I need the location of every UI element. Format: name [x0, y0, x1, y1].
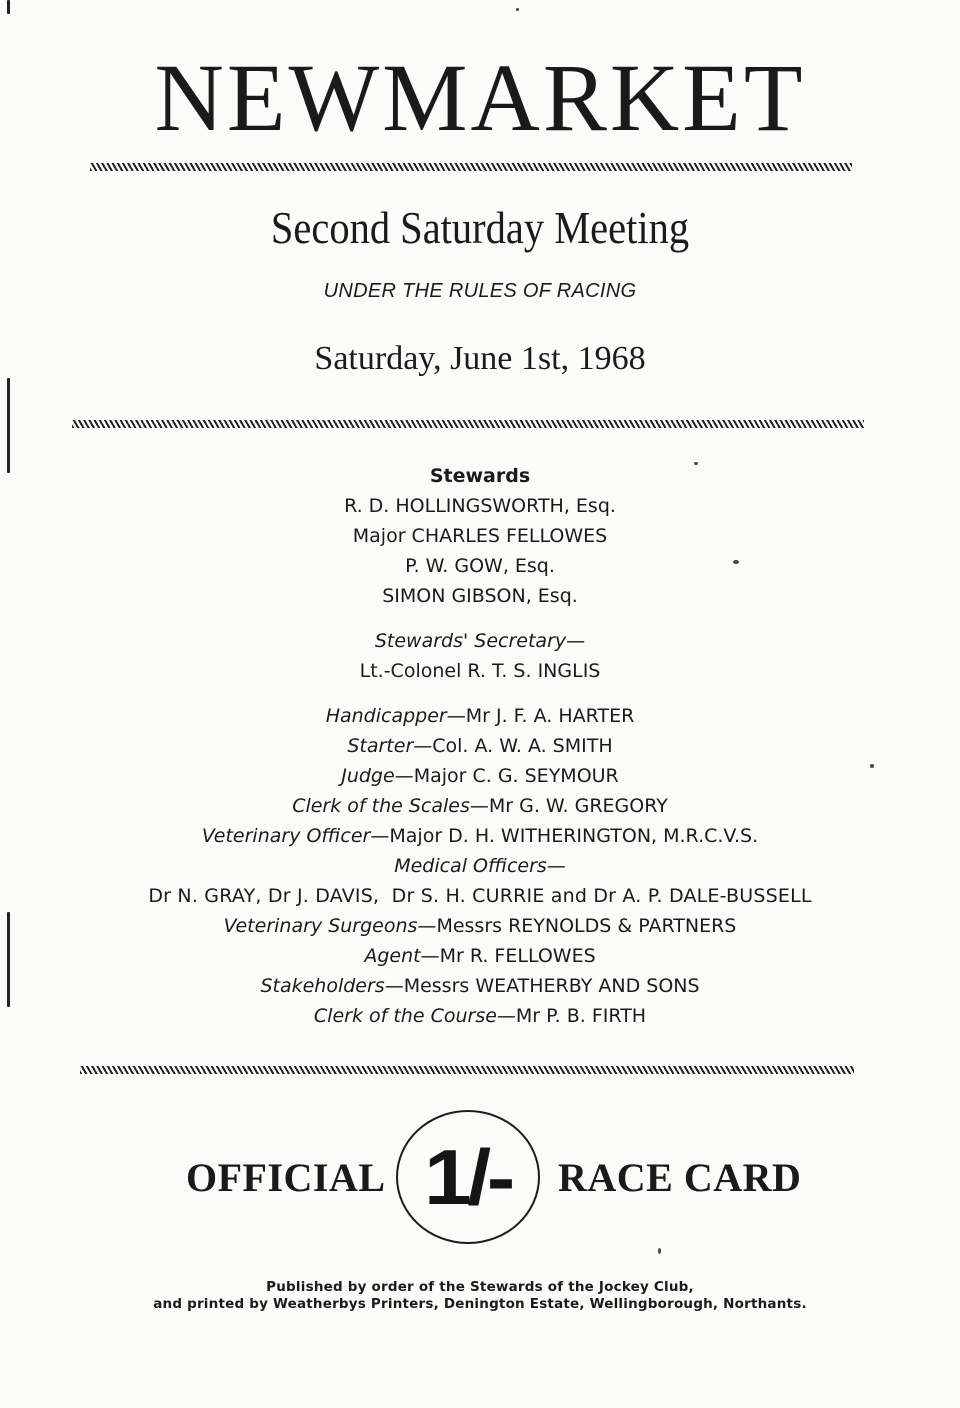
price-roundel	[396, 1110, 540, 1244]
print-speck	[870, 764, 874, 768]
official-name: Mr J. F. A. HARTER	[465, 705, 635, 727]
price-banner	[0, 1110, 960, 1245]
official-entry	[0, 911, 960, 941]
official-entry	[0, 971, 960, 1001]
official-role: Stakeholders—	[260, 975, 404, 997]
official-role: Clerk of the Course—	[313, 1005, 516, 1027]
publisher-line: and printed by Weatherbys Printers, Denington Estate, Wellingborough, Northants.	[153, 1296, 807, 1312]
official-name: Major D. H. WITHERINGTON, M.R.C.V.S.	[389, 825, 759, 847]
official-entry	[0, 821, 960, 851]
print-speck	[694, 462, 698, 465]
official-name: Major C. G. SEYMOUR	[413, 765, 619, 787]
rules-caption: UNDER THE RULES OF RACING	[323, 280, 637, 302]
race-card-label: RACE CARD	[558, 1155, 802, 1200]
official-entry	[0, 941, 960, 971]
official-name: Col. A. W. A. SMITH	[432, 735, 613, 757]
official-entry	[0, 731, 960, 761]
price-label: 1/-	[424, 1133, 512, 1221]
page-title: NEWMARKET	[154, 44, 806, 151]
binding-mark	[7, 0, 10, 14]
official-role: Handicapper—	[325, 705, 466, 727]
official-role: Starter—	[347, 735, 433, 757]
official-name: Messrs WEATHERBY AND SONS	[403, 975, 700, 997]
steward-name: SIMON GIBSON, Esq.	[382, 585, 578, 607]
official-role: Veterinary Surgeons—	[223, 915, 437, 937]
official-entry	[0, 791, 960, 821]
secretary-role: Stewards' Secretary—	[374, 630, 586, 652]
rope-divider	[90, 163, 852, 171]
steward-name: R. D. HOLLINGSWORTH, Esq.	[344, 495, 616, 517]
medical-role: Medical Officers—	[394, 855, 566, 877]
publisher-line: Published by order of the Stewards of the Jockey Club,	[266, 1279, 694, 1295]
rope-divider	[72, 420, 864, 428]
official-label: OFFICIAL	[186, 1155, 386, 1200]
print-speck	[733, 560, 739, 564]
official-entry	[0, 1001, 960, 1031]
official-entry	[0, 701, 960, 731]
official-role: Veterinary Officer—	[201, 825, 390, 847]
official-name: Messrs REYNOLDS & PARTNERS	[436, 915, 737, 937]
secretary-name: Lt.-Colonel R. T. S. INGLIS	[359, 660, 601, 682]
steward-name: Major CHARLES FELLOWES	[352, 525, 608, 547]
official-name: Mr G. W. GREGORY	[488, 795, 668, 817]
meeting-date: Saturday, June 1st, 1968	[314, 340, 646, 377]
steward-name: P. W. GOW, Esq.	[405, 555, 555, 577]
binding-mark	[7, 378, 10, 473]
meeting-subtitle: Second Saturday Meeting	[270, 202, 690, 253]
rope-divider	[80, 1066, 854, 1074]
official-name: Mr R. FELLOWES	[439, 945, 596, 967]
official-role: Clerk of the Scales—	[292, 795, 489, 817]
print-speck	[658, 1248, 661, 1254]
print-speck	[516, 8, 519, 11]
official-role: Agent—	[364, 945, 440, 967]
official-entry	[0, 761, 960, 791]
publisher-note	[0, 1279, 960, 1313]
official-name: Mr P. B. FIRTH	[515, 1005, 647, 1027]
officials-list	[0, 461, 960, 1031]
medical-names: Dr N. GRAY, Dr J. DAVIS, Dr S. H. CURRIE and Dr A. P. DALE-BUSSELL	[148, 885, 812, 907]
stewards-heading: Stewards	[429, 465, 531, 487]
official-role: Judge—	[341, 765, 414, 787]
